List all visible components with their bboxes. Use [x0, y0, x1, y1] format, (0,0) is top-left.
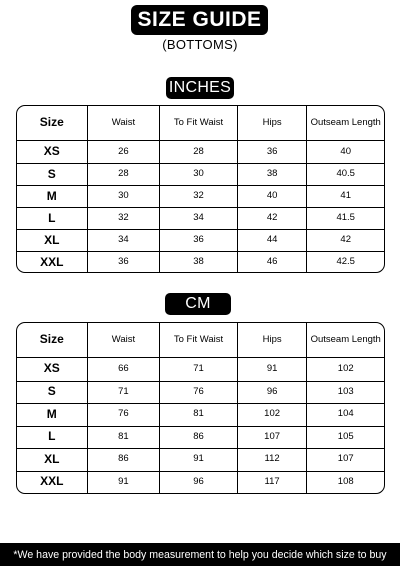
cell-size: XL: [44, 232, 60, 247]
cell-waist: 26: [87, 141, 160, 163]
cm-section-label: CM: [165, 293, 231, 315]
cell-hips: 38: [237, 164, 307, 185]
cell-hips: 117: [237, 472, 307, 494]
cell-to-fit-waist: 28: [159, 141, 237, 163]
footer-note: *We have provided the body measurement to help you decide which size to buy: [0, 543, 400, 566]
cell-to-fit-waist: 34: [159, 208, 237, 229]
cell-outseam-length: 41.5: [306, 208, 384, 229]
cell-outseam-length: 105: [306, 427, 384, 449]
table-header: [17, 106, 384, 141]
header-size: Size: [39, 115, 64, 130]
cell-waist: 34: [87, 230, 160, 251]
table-row: [17, 251, 384, 273]
cell-outseam-length: 107: [306, 449, 384, 471]
cell-size: S: [47, 166, 56, 181]
table-row: [17, 381, 384, 404]
cell-outseam-length: 104: [306, 404, 384, 426]
cell-waist: 71: [87, 382, 160, 404]
cell-to-fit-waist: 91: [159, 449, 237, 471]
cell-outseam-length: 42: [306, 230, 384, 251]
cell-hips: 42: [237, 208, 307, 229]
cell-outseam-length: 40.5: [306, 164, 384, 185]
cell-hips: 112: [237, 449, 307, 471]
table-row: [17, 229, 384, 251]
cell-to-fit-waist: 76: [159, 382, 237, 404]
cell-hips: 44: [237, 230, 307, 251]
cell-size: XXL: [40, 474, 64, 489]
cell-outseam-length: 103: [306, 382, 384, 404]
table-header: [17, 323, 384, 358]
header-to-fit-waist: To Fit Waist: [159, 323, 237, 357]
cell-size: XS: [43, 361, 60, 376]
page-subtitle: (BOTTOMS): [162, 37, 238, 52]
cell-size: S: [47, 384, 56, 399]
header-outseam-length: Outseam Length: [306, 323, 384, 357]
cell-hips: 107: [237, 427, 307, 449]
cell-size: L: [48, 210, 56, 225]
cell-size: M: [46, 188, 57, 203]
cell-to-fit-waist: 38: [159, 252, 237, 273]
table-row: [17, 185, 384, 207]
page-title: SIZE GUIDE: [131, 5, 268, 35]
inches-size-table: [16, 105, 385, 273]
table-row: [17, 141, 384, 163]
cell-outseam-length: 108: [306, 472, 384, 494]
cell-hips: 91: [237, 358, 307, 381]
header-waist: Waist: [87, 106, 160, 140]
cell-waist: 66: [87, 358, 160, 381]
table-row: [17, 426, 384, 449]
cell-outseam-length: 41: [306, 186, 384, 207]
table-row: [17, 471, 384, 494]
inches-section-label: INCHES: [166, 77, 234, 99]
cell-size: XS: [43, 144, 60, 159]
cell-to-fit-waist: 36: [159, 230, 237, 251]
cell-hips: 36: [237, 141, 307, 163]
cell-size: XL: [44, 451, 60, 466]
cell-outseam-length: 102: [306, 358, 384, 381]
table-row: [17, 448, 384, 471]
table-row: [17, 358, 384, 381]
cell-to-fit-waist: 96: [159, 472, 237, 494]
cell-waist: 86: [87, 449, 160, 471]
cell-size: L: [48, 429, 56, 444]
header-hips: Hips: [237, 323, 307, 357]
cell-outseam-length: 42.5: [306, 252, 384, 273]
table-row: [17, 163, 384, 185]
header-waist: Waist: [87, 323, 160, 357]
cell-hips: 46: [237, 252, 307, 273]
cell-waist: 28: [87, 164, 160, 185]
cell-to-fit-waist: 30: [159, 164, 237, 185]
cell-to-fit-waist: 81: [159, 404, 237, 426]
cell-to-fit-waist: 86: [159, 427, 237, 449]
cell-hips: 96: [237, 382, 307, 404]
header-hips: Hips: [237, 106, 307, 140]
table-row: [17, 207, 384, 229]
cell-outseam-length: 40: [306, 141, 384, 163]
cell-waist: 36: [87, 252, 160, 273]
cm-size-table: [16, 322, 385, 494]
header-to-fit-waist: To Fit Waist: [159, 106, 237, 140]
cell-to-fit-waist: 32: [159, 186, 237, 207]
cell-waist: 32: [87, 208, 160, 229]
cell-waist: 76: [87, 404, 160, 426]
cell-to-fit-waist: 71: [159, 358, 237, 381]
table-row: [17, 403, 384, 426]
cell-waist: 30: [87, 186, 160, 207]
cell-size: M: [46, 406, 57, 421]
cell-size: XXL: [40, 254, 64, 269]
cell-hips: 40: [237, 186, 307, 207]
cell-waist: 81: [87, 427, 160, 449]
cell-hips: 102: [237, 404, 307, 426]
header-outseam-length: Outseam Length: [306, 106, 384, 140]
cell-waist: 91: [87, 472, 160, 494]
header-size: Size: [39, 332, 64, 347]
